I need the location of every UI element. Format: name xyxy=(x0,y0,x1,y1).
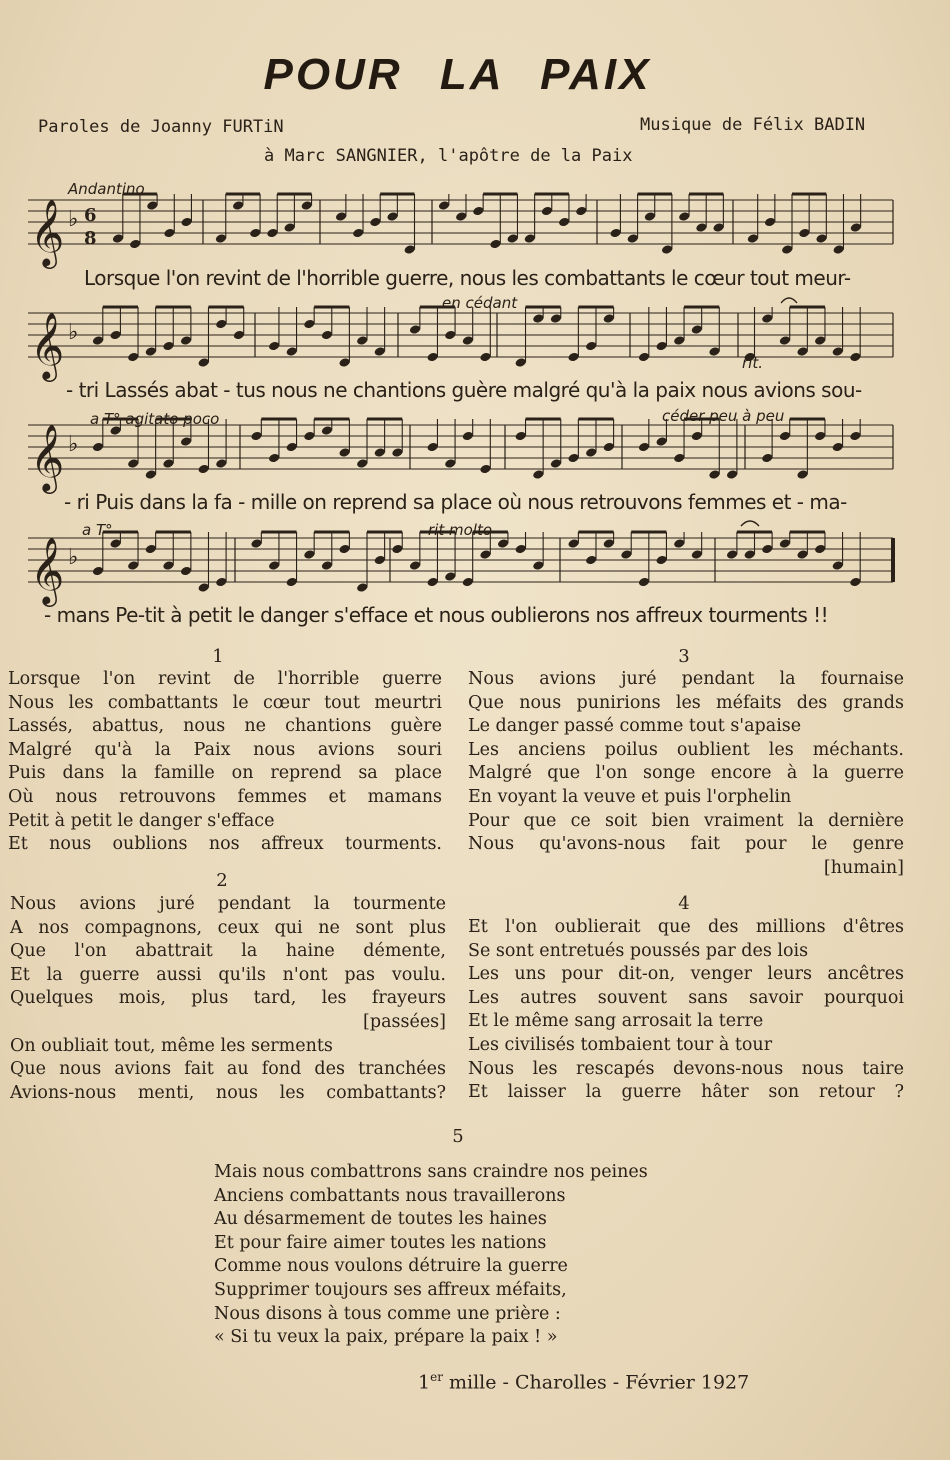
stanza-2 xyxy=(10,893,446,1105)
verse-line: Avions-nous menti, nous les combattants? xyxy=(10,1082,446,1103)
verse-line: Que nous punirions les méfaits des grands xyxy=(468,692,904,713)
stanza-3 xyxy=(468,668,904,880)
time-signature-icon: 6 xyxy=(84,205,97,226)
verse-line: Mais nous combattrons sans craindre nos peines xyxy=(214,1162,648,1182)
lyric-line: Lorsque l'on revint de l'horrible guerre, nous les combattants le cœur tout meur- xyxy=(84,266,851,290)
stanza-1 xyxy=(8,668,442,857)
key-signature-flat-icon: ♭ xyxy=(68,207,79,232)
verse-line: Que l'on abattrait la haine démente, xyxy=(10,941,446,962)
stanza-4 xyxy=(468,916,904,1105)
verse-line: Les autres souvent sans savoir pourquoi xyxy=(468,987,904,1008)
verse-line: Lassés, abattus, nous ne chantions guère xyxy=(8,716,442,737)
composer-credit: Musique de Félix BADIN xyxy=(640,115,866,135)
verse-line: Et le même sang arrosait la terre xyxy=(468,1011,764,1032)
verse-line: Malgré que l'on songe encore à la guerre xyxy=(468,763,904,784)
verse-line: Anciens combattants nous travaillerons xyxy=(214,1185,566,1206)
lyric-line: - tri Lassés abat - tus nous ne chantions guère malgré qu'à la paix nous avions sou- xyxy=(66,378,862,402)
verse-line: Nous qu'avons-nous fait pour le genre xyxy=(468,834,904,855)
verse-line: On oubliait tout, même les serments xyxy=(10,1035,333,1056)
key-signature-flat-icon: ♭ xyxy=(68,320,79,345)
verse-line: Les civilisés tombaient tour à tour xyxy=(468,1034,773,1055)
verse-line: Nous les rescapés devons-nous nous taire xyxy=(468,1058,904,1079)
verse-line-continuation: [passées] xyxy=(363,1011,446,1032)
edition-text: mille - Charolles - Février 1927 xyxy=(442,1371,750,1394)
verse-line: Et laisser la guerre hâter son retour ? xyxy=(468,1082,904,1103)
page-title: POUR LA PAIX xyxy=(263,50,652,99)
key-signature-flat-icon: ♭ xyxy=(68,545,79,570)
verse-line: Nous les combattants le cœur tout meurtri xyxy=(8,692,442,713)
treble-clef-icon: 𝄞 xyxy=(30,423,65,491)
tempo-marking: rit. xyxy=(742,354,763,372)
verse-line: En voyant la veuve et puis l'orphelin xyxy=(468,786,792,807)
verse-line: Lorsque l'on revint de l'horrible guerre xyxy=(8,669,442,689)
treble-clef-icon: 𝄞 xyxy=(30,311,65,379)
stanza-number: 1 xyxy=(212,646,224,667)
verse-line: Nous avions juré pendant la tourmente xyxy=(10,894,446,914)
verse-line: Nous disons à tous comme une prière : xyxy=(214,1303,561,1324)
verse-line-continuation: [humain] xyxy=(823,857,904,878)
verse-line: Puis dans la famille on reprend sa place xyxy=(8,763,442,784)
edition-footer xyxy=(418,1370,749,1393)
verse-line: Et l'on oublierait que des millions d'êtres xyxy=(468,917,904,937)
fermata-icon xyxy=(741,521,759,526)
stanza-number: 5 xyxy=(452,1126,464,1147)
verse-line: Que nous avions fait au fond des tranchées xyxy=(10,1059,446,1080)
edition-suffix: er xyxy=(430,1370,443,1384)
treble-clef-icon: 𝄞 xyxy=(30,536,65,604)
verse-line: Malgré qu'à la Paix nous avions souri xyxy=(8,739,442,760)
edition-number: 1 xyxy=(418,1371,431,1394)
verse-line: Nous avions juré pendant la fournaise xyxy=(468,669,904,689)
verse-line: Pour que ce soit bien vraiment la dernière xyxy=(468,810,904,831)
verse-line: Comme nous voulons détruire la guerre xyxy=(214,1256,568,1277)
verse-line: Supprimer toujours ses affreux méfaits, xyxy=(214,1279,567,1300)
dedication: à Marc SANGNIER, l'apôtre de la Paix xyxy=(264,146,633,166)
verse-line: Le danger passé comme tout s'apaise xyxy=(468,716,802,737)
treble-clef-icon: 𝄞 xyxy=(30,198,65,266)
stanza-5 xyxy=(214,1161,714,1350)
lyric-line: - ri Puis dans la fa - mille on reprend sa place où nous retrouvons femmes et - ma- xyxy=(64,490,847,514)
lyric-line: - mans Pe-tit à petit le danger s'efface et nous oublierons nos affreux tourments !! xyxy=(44,603,829,627)
tempo-marking: céder peu à peu xyxy=(662,407,785,425)
verse-line: « Si tu veux la paix, prépare la paix ! » xyxy=(214,1327,558,1348)
tempo-marking: en cédant xyxy=(442,294,518,312)
verse-line: Où nous retrouvons femmes et mamans xyxy=(8,786,442,807)
verse-line: Les anciens poilus oublient les méchants. xyxy=(468,739,904,760)
verse-line: A nos compagnons, ceux qui ne sont plus xyxy=(10,917,446,938)
verse-line: Et nous oublions nos affreux tourments. xyxy=(8,834,442,855)
stanza-number: 3 xyxy=(678,646,690,667)
verse-line: Se sont entretués poussés par des lois xyxy=(468,940,809,961)
stanza-number: 4 xyxy=(678,893,690,914)
time-signature-icon: 8 xyxy=(84,228,97,249)
verse-line: Et pour faire aimer toutes les nations xyxy=(214,1232,547,1253)
fermata-icon xyxy=(781,298,797,303)
verse-line: Et la guerre aussi qu'ils n'ont pas voulu. xyxy=(10,964,446,985)
verse-line: Les uns pour dit-on, venger leurs ancêtres xyxy=(468,964,904,985)
tempo-marking: a T° agitato poco xyxy=(90,410,220,428)
verse-line: Petit à petit le danger s'efface xyxy=(8,810,275,831)
stanza-number: 2 xyxy=(216,870,228,891)
key-signature-flat-icon: ♭ xyxy=(68,432,79,457)
verse-line: Au désarmement de toutes les haines xyxy=(214,1209,547,1230)
verse-line: Quelques mois, plus tard, les frayeurs xyxy=(10,988,446,1009)
tempo-marking: Andantino xyxy=(68,180,145,198)
tempo-marking: a T° xyxy=(82,521,113,539)
lyricist-credit: Paroles de Joanny FURTiN xyxy=(38,117,284,137)
tempo-marking: rit molto xyxy=(428,521,492,539)
